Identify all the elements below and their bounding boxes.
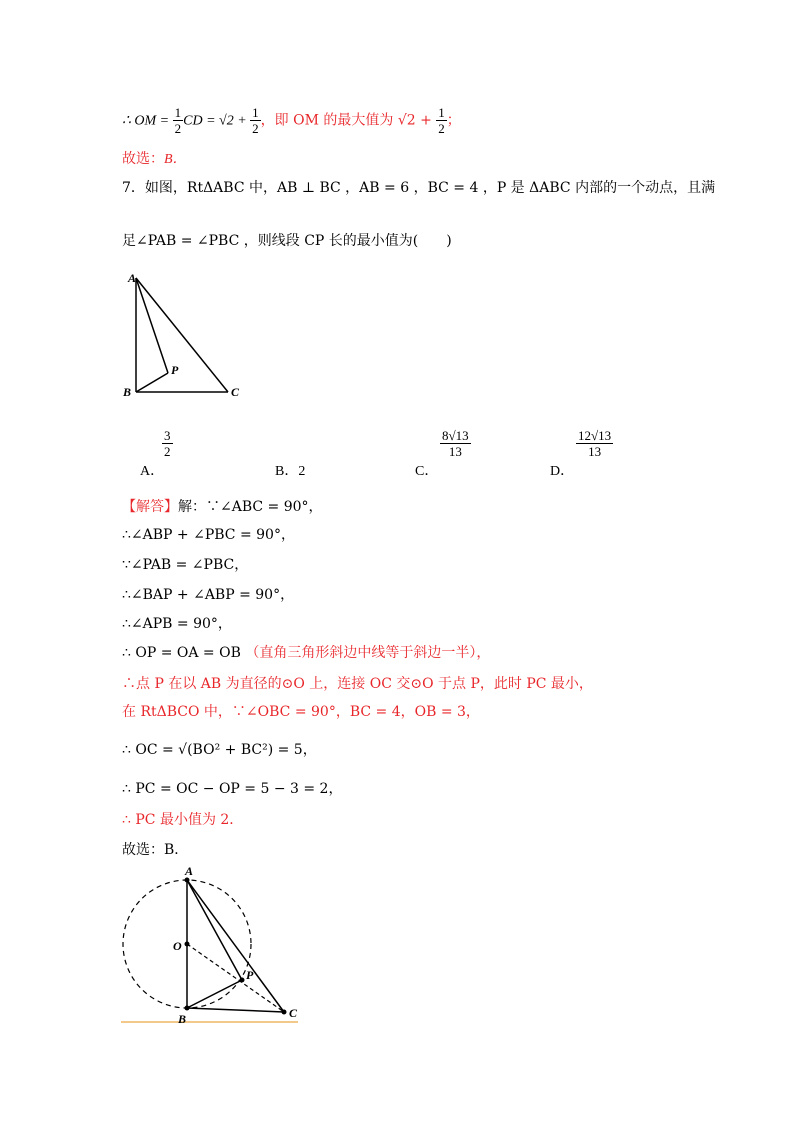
label-O: O (173, 939, 182, 953)
fraction-half: $\frac{1}{2}$ (252, 105, 259, 136)
label-C: C (231, 385, 240, 399)
om-result-line: ∴ OM = $\frac{1}{2}$ CD = √2 + $\frac{1}{2}$ ，即 OM 的最大值为 √2 + $\frac{1}{2}$ ； (122, 105, 461, 136)
solution-step-8: 在 RtΔBCO 中，∵∠OBC = 90°，BC = 4，OB = 3， (122, 704, 480, 720)
solution-step-5: ∴∠APB = 90°， (122, 616, 232, 632)
fraction-half: $\frac{1}{2}$ (174, 105, 182, 136)
label-P: P (171, 363, 179, 377)
solution-step-9: ∴ OC = √(BO² + BC²) = 5， (122, 742, 317, 758)
solution-step-11: ∴ PC 最小值为 2． (122, 812, 244, 828)
label-B: B (123, 385, 132, 399)
circle-figure (118, 862, 308, 1032)
label-A: A (128, 271, 137, 285)
solution-step-2: ∴∠ABP + ∠PBC = 90°， (122, 527, 295, 543)
triangle-figure (120, 268, 250, 403)
solution-step-3: ∵∠PAB = ∠PBC， (122, 557, 249, 573)
option-b[interactable]: B．2 (275, 464, 306, 479)
label-B: B (178, 1012, 187, 1026)
question-7-line-1: 7．如图，RtΔABC 中，AB ⊥ BC ，AB = 6 ，BC = 4 ，P 是 ΔABC 内部的一个动点，且满 (122, 180, 716, 196)
solution-step-6: ∴ OP = OA = OB （直角三角形斜边中线等于斜边一半）， (122, 645, 491, 661)
question-7-line-2: 足∠PAB = ∠PBC ，则线段 CP 长的最小值为( ) (122, 233, 452, 249)
solution-step-1: 【解答】解：∵∠ABC = 90°， (122, 499, 323, 515)
solution-step-4: ∴∠BAP + ∠ABP = 90°， (122, 587, 295, 603)
solution-answer: 故选：B． (122, 842, 189, 858)
solution-step-7: ∴点 P 在以 AB 为直径的⊙O 上，连接 OC 交⊙O 于点 P，此时 PC 最小， (122, 676, 593, 692)
solution-step-10: ∴ PC = OC − OP = 5 − 3 = 2， (122, 781, 343, 797)
answer-line: 故选：B． (122, 151, 187, 167)
label-C: C (289, 1006, 298, 1020)
label-A: A (185, 864, 194, 878)
fraction-half: $\frac{1}{2}$ (438, 105, 445, 136)
label-P: P (246, 968, 254, 982)
